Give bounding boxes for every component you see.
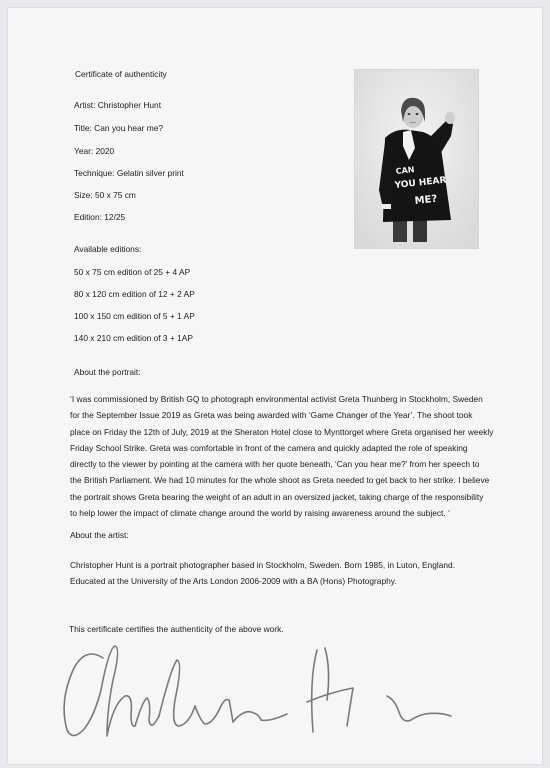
detail-edition: Edition: 12/25 (74, 212, 126, 222)
edition-item: 80 x 120 cm edition of 12 + 2 AP (74, 289, 195, 299)
portrait-photo (354, 69, 479, 249)
detail-size: Size: 50 x 75 cm (74, 190, 136, 200)
portrait-line: the portrait shows Greta bearing the weight of an adult in an oversized jacket, taking charge of the responsibility (70, 491, 484, 502)
artist-line: Christopher Hunt is a portrait photographer based in Stockholm, Sweden. Born 1985, in Luton, England. (70, 560, 456, 570)
edition-item: 100 x 150 cm edition of 5 + 1 AP (74, 311, 195, 321)
portrait-description (70, 391, 493, 521)
detail-title: Title: Can you hear me? (74, 123, 164, 133)
signature (55, 640, 465, 745)
detail-year: Year: 2020 (74, 146, 115, 156)
detail-technique: Technique: Gelatin silver print (74, 168, 184, 178)
certificate-heading: Certificate of authenticity (75, 69, 167, 79)
portrait-line: to help lower the impact of climate change around the world by raising awareness around the subject. ‘ (70, 508, 450, 519)
artist-heading: About the artist: (70, 530, 129, 540)
detail-artist: Artist: Christopher Hunt (74, 100, 162, 110)
portrait-line: for the September Issue 2019 as Greta was being awarded with ‘Game Changer of the Year’. The shoot took (70, 410, 473, 421)
portrait-line: ‘I was commissioned by British GQ to photograph environmental activist Greta Thunberg in Stockholm, Sweden (70, 394, 483, 404)
portrait-heading: About the portrait: (74, 367, 141, 377)
edition-item: 140 x 210 cm edition of 3 + 1AP (74, 333, 193, 343)
portrait-line: the British Parliament. We had 10 minutes for the whole shoot as Greta needed to get back to her strike. I believe (70, 475, 490, 486)
portrait-line: place on Friday the 12th of July, 2019 at the Sheraton Hotel close to Mynttorget where Greta organised her weekly (70, 426, 494, 437)
certification-statement: This certificate certifies the authenticity of the above work. (69, 624, 284, 634)
edition-item: 50 x 75 cm edition of 25 + 4 AP (74, 267, 191, 277)
jacket-text-me: ME? (414, 193, 438, 207)
portrait-line: Friday School Strike. Greta was comfortable in front of the camera and quickly adapted the role of speaking (70, 442, 468, 453)
portrait-line: directly to the viewer by pointing at the camera with her quote beneath, ‘Can you hear me?’ from her speech to (70, 459, 480, 470)
artist-bio (70, 557, 455, 590)
editions-heading: Available editions: (74, 244, 142, 254)
jacket-text-you-hear: YOU HEAR (394, 175, 447, 191)
jacket-text-can: CAN (395, 165, 415, 176)
artist-line: Educated at the University of the Arts London 2006-2009 with a BA (Hons) Photography. (70, 576, 397, 587)
